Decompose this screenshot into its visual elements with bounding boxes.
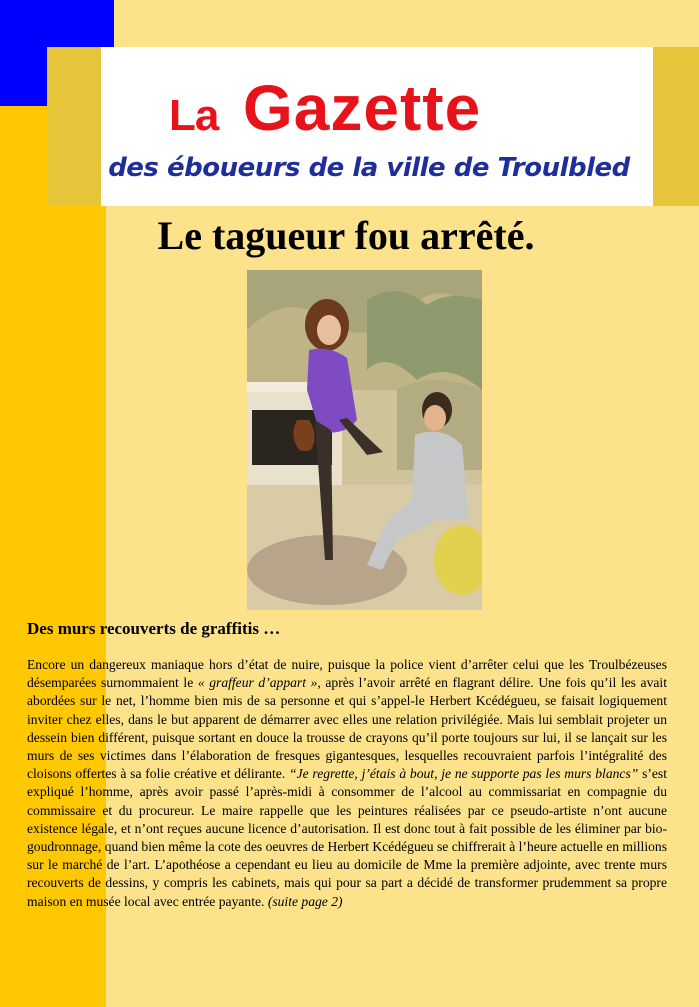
top-strip — [114, 0, 699, 6]
headline: Le tagueur fou arrêté. — [157, 213, 535, 258]
masthead-gazette: Gazette — [243, 72, 482, 144]
masthead-logo — [101, 47, 653, 206]
masthead-la: La — [169, 91, 219, 140]
article-photo — [247, 270, 482, 610]
section-title: Des murs recouverts de graffitis … — [27, 619, 281, 638]
article-body — [27, 656, 667, 911]
article-text-2: , après l’avoir arrêté en flagrant délire. Une fois qu’il les avait abordées sur le net, l’homme bien mis de sa personne et qui s’appel-le Herbert Kcédégueu, se faisait logiquement inviter chez elles, dans le but apparent de démarrer avec elles une relation privilégiée. Mais lui semblait projeter un dessein bien différent, puisque sortant en douce la trousse de crayons qu’il porte toujours sur lui, il se lançait sur les murs de ses victimes dans l’élaboration de fresques gigantesques, lesquelles recouvraient parfois l’intégralité des cloisons offertes à sa folie créative et délirante. — [27, 675, 667, 782]
article-text-3: s’est expliqué l’homme, après avoir passé l’après-midi à consommer de l’alcool au commissariat en compagnie du commissaire et du procureur. Le maire rappelle que les peintures réalisées par ce pseudo-artiste n’ont aucune existence légale, et n’ont reçues aucune licence d’autorisation. Il est donc tout à fait possible de les éliminer par bio-goudronnage, quand bien même la cote des oeuvres de Herbert Kcédégueu se chiffrerait à l’heure actuelle en millions sur le marché de l’art. L’apothéose a cependant eu lieu au domicile de Mme la première adjointe, avec trente murs recouverts de dessins, y compris les cabinets, mais qui pour sa part a décidé de transformer prudemment sa propre maison en musée local avec entrée payante. — [27, 766, 667, 909]
article-text-1: Encore un dangereux maniaque hors d’état de nuire, puisque la police vient d’arrêter celui que les Troulbézeuses désemparées surnommaient le — [27, 657, 667, 691]
masthead-subtitle: des éboueurs de la ville de Troulbled — [108, 153, 630, 183]
continued-note: (suite page 2) — [267, 893, 343, 909]
article-quote-2: “Je regrette, j’étais à bout, je ne supporte pas les murs blancs” — [289, 766, 639, 782]
article-quote-1: « graffeur d’appart » — [197, 675, 318, 691]
